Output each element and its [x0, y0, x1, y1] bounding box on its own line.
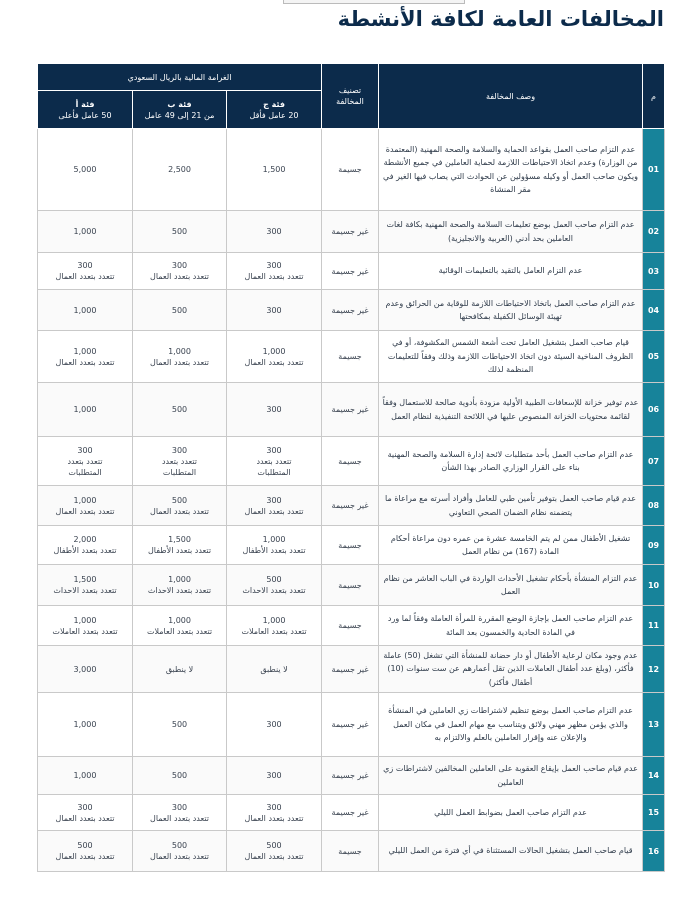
violation-classification: جسيمة: [322, 606, 379, 646]
violation-description: عدم التزام صاحب العمل باتخاذ الاحتياطات اللازمة للوقاية من الحرائق وعدم تهيئة الوسائل الكفيلة بمكافحتها: [379, 290, 643, 331]
fine-category-c: 1,000 تتعدد بتعدد العمال: [227, 331, 322, 383]
fine-category-c: 1,000 تتعدد بتعدد العاملات: [227, 606, 322, 646]
header-category-c: [227, 91, 322, 129]
fine-category-a: 1,000: [38, 383, 133, 437]
violation-description: عدم التزام صاحب العمل بقواعد الحماية والسلامة والصحة المهنية (المعتمدة من الوزارة) وعدم اتخاذ الاحتياطات اللازمة لحماية العاملين في جميع الأنشطة ويكون صاحب العمل أو وكيله مسؤولين عن الحوادث التي يصاب فيها الغير في مقر المنشاة: [379, 129, 643, 211]
page-top-tab: [283, 0, 465, 4]
violation-classification: جسيمة: [322, 437, 379, 486]
fine-category-a: 1,000 تتعدد بتعدد العاملات: [38, 606, 133, 646]
fine-category-a: 3,000: [38, 646, 133, 693]
header-category-c-subtitle: 20 عامل فأقل: [249, 110, 299, 120]
violation-description: عدم التزام المنشأة بأحكام تشغيل الأحداث الواردة في الباب العاشر من نظام العمل: [379, 565, 643, 606]
fine-category-b: 1,000 تتعدد بتعدد العمال: [133, 331, 227, 383]
fine-category-a: 1,000 تتعدد بتعدد العمال: [38, 486, 133, 526]
table-row: [38, 526, 665, 565]
violation-classification: غير جسيمة: [322, 211, 379, 253]
fine-category-c: 300 تتعدد بتعدد العمال: [227, 795, 322, 831]
violation-description: قيام صاحب العمل بتشغيل الحالات المستثناة في أي فترة من العمل الليلي: [379, 831, 643, 872]
fine-category-c: 300: [227, 290, 322, 331]
fine-category-c: 300: [227, 693, 322, 757]
fine-category-b: 300 تتعدد بتعدد العمال: [133, 253, 227, 290]
row-number: 08: [643, 486, 665, 526]
violation-description: عدم قيام صاحب العمل بتوفير تأمين طبي للعامل وأفراد أسرته مع مراعاة ما يتضمنه نظام الضمان الصحي التعاوني: [379, 486, 643, 526]
row-number: 10: [643, 565, 665, 606]
header-category-c-title: فئة ج: [263, 99, 285, 109]
violation-classification: غير جسيمة: [322, 693, 379, 757]
table-row: [38, 693, 665, 757]
row-number: 16: [643, 831, 665, 872]
table-row: [38, 646, 665, 693]
violation-description: عدم التزام صاحب العمل بوضع تعليمات السلامة والصحة المهنية بكافة لغات العاملين بحد أدني (العربية والانجليزية): [379, 211, 643, 253]
fine-category-a: 2,000 تتعدد بتعدد الأطفال: [38, 526, 133, 565]
table-row: [38, 437, 665, 486]
row-number: 14: [643, 757, 665, 795]
fine-category-c: 1,500: [227, 129, 322, 211]
fine-category-b: 1,000 تتعدد بتعدد الاحداث: [133, 565, 227, 606]
fine-category-a: 300 تتعدد بتعدد المتطلبات: [38, 437, 133, 486]
violation-classification: غير جسيمة: [322, 383, 379, 437]
table-row: [38, 795, 665, 831]
fine-category-b: 1,000 تتعدد بتعدد العاملات: [133, 606, 227, 646]
table-row: [38, 129, 665, 211]
violation-description: عدم التزام العامل بالتقيد بالتعليمات الوقائية: [379, 253, 643, 290]
fine-category-b: 500 تتعدد بتعدد العمال: [133, 486, 227, 526]
table-row: [38, 606, 665, 646]
row-number: 05: [643, 331, 665, 383]
fine-category-b: 300 تتعدد بتعدد العمال: [133, 795, 227, 831]
fine-category-a: 1,500 تتعدد بتعدد الاحداث: [38, 565, 133, 606]
table-row: [38, 757, 665, 795]
fine-category-c: 500 تتعدد بتعدد الاحداث: [227, 565, 322, 606]
header-category-b-subtitle: من 21 إلى 49 عامل: [144, 110, 215, 120]
violation-classification: غير جسيمة: [322, 795, 379, 831]
header-category-a-subtitle: 50 عامل فأعلى: [58, 110, 112, 120]
header-category-a: [38, 91, 133, 129]
fine-category-c: 300 تتعدد بتعدد العمال: [227, 253, 322, 290]
violation-description: عدم التزام صاحب العمل بإجازة الوضع المقررة للمرأة العاملة وفقاً لما ورد في المادة الحادية والخمسون بعد المائة: [379, 606, 643, 646]
violation-description: تشغيل الأطفال ممن لم يتم الخامسة عشرة من عمره دون مراعاة أحكام المادة (167) من نظام العمل: [379, 526, 643, 565]
header-fine-group: الغرامة المالية بالريال السعودي: [38, 64, 322, 91]
fine-category-c: 300: [227, 211, 322, 253]
table-row: [38, 290, 665, 331]
fine-category-b: 500 تتعدد بتعدد العمال: [133, 831, 227, 872]
violation-classification: جسيمة: [322, 526, 379, 565]
row-number: 04: [643, 290, 665, 331]
fine-category-c: لا ينطبق: [227, 646, 322, 693]
fine-category-a: 1,000: [38, 693, 133, 757]
violation-classification: غير جسيمة: [322, 253, 379, 290]
row-number: 06: [643, 383, 665, 437]
violation-classification: جسيمة: [322, 565, 379, 606]
header-category-b-title: فئة ب: [167, 99, 192, 109]
violation-classification: غير جسيمة: [322, 290, 379, 331]
header-description: وصف المخالفة: [379, 64, 643, 129]
row-number: 09: [643, 526, 665, 565]
fine-category-b: 500: [133, 757, 227, 795]
violations-table: [37, 63, 665, 872]
violation-classification: جسيمة: [322, 831, 379, 872]
violation-description: قيام صاحب العمل بتشغيل العامل تحت أشعة الشمس المكشوفة، أو في الظروف المناخية السيئة دون اتخاذ الاحتياطات اللازمة وذلك وفقاً للتعليمات المنظمة لذلك: [379, 331, 643, 383]
fine-category-a: 5,000: [38, 129, 133, 211]
row-number: 13: [643, 693, 665, 757]
fine-category-a: 1,000: [38, 290, 133, 331]
violation-description: عدم توفير خزانة للإسعافات الطبية الأولية مزودة بأدوية صالحة للاستعمال وفقاً لقائمة محتويات الخزانة المنصوص عليها في اللائحة التنفيذية لنظام العمل: [379, 383, 643, 437]
violation-description: عدم التزام صاحب العمل بأحد متطلبات لائحة إدارة السلامة والصحة المهنية بناء على القرار الوزاري الصادر بهذا الشأن: [379, 437, 643, 486]
page-title: المخالفات العامة لكافة الأنشطة: [337, 7, 664, 31]
violation-classification: جسيمة: [322, 129, 379, 211]
row-number: 12: [643, 646, 665, 693]
violation-classification: جسيمة: [322, 331, 379, 383]
fine-category-a: 1,000: [38, 211, 133, 253]
table-row: [38, 331, 665, 383]
violation-classification: غير جسيمة: [322, 646, 379, 693]
fine-category-c: 300: [227, 757, 322, 795]
fine-category-b: 1,500 تتعدد بتعدد الأطفال: [133, 526, 227, 565]
fine-category-a: 300 تتعدد بتعدد العمال: [38, 253, 133, 290]
fine-category-c: 500 تتعدد بتعدد العمال: [227, 831, 322, 872]
row-number: 15: [643, 795, 665, 831]
fine-category-b: 500: [133, 383, 227, 437]
violation-classification: غير جسيمة: [322, 757, 379, 795]
table-row: [38, 383, 665, 437]
fine-category-b: لا ينطبق: [133, 646, 227, 693]
header-classification: تصنيف المخالفة: [322, 64, 379, 129]
table-row: [38, 486, 665, 526]
fine-category-b: 2,500: [133, 129, 227, 211]
fine-category-c: 300 تتعدد بتعدد العمال: [227, 486, 322, 526]
table-row: [38, 565, 665, 606]
fine-category-b: 500: [133, 211, 227, 253]
row-number: 11: [643, 606, 665, 646]
row-number: 01: [643, 129, 665, 211]
violation-description: عدم التزام صاحب العمل بوضع تنظيم لاشتراطات زي العاملين في المنشأة والذي يؤمن مظهر مهني ولائق ويتناسب مع مهام العمل في مكان العمل والإعلان عنه وإقرار العاملين بالعلم والالتزام به: [379, 693, 643, 757]
violation-classification: غير جسيمة: [322, 486, 379, 526]
row-number: 02: [643, 211, 665, 253]
fine-category-c: 300 تتعدد بتعدد المتطلبات: [227, 437, 322, 486]
fine-category-a: 300 تتعدد بتعدد العمال: [38, 795, 133, 831]
fine-category-b: 500: [133, 693, 227, 757]
violation-description: عدم وجود مكان لرعاية الأطفال أو دار حضانة للمنشأة التي تشغل (50) عاملة فأكثر، (وبلغ عدد أطفال العاملات الذين تقل أعمارهم عن ست سنوات (10) أطفال فأكثر): [379, 646, 643, 693]
fine-category-b: 300 تتعدد بتعدد المتطلبات: [133, 437, 227, 486]
fine-category-c: 300: [227, 383, 322, 437]
fine-category-c: 1,000 تتعدد بتعدد الأطفال: [227, 526, 322, 565]
header-num: م: [643, 64, 665, 129]
fine-category-a: 1,000 تتعدد بتعدد العمال: [38, 331, 133, 383]
fine-category-b: 500: [133, 290, 227, 331]
header-category-a-title: فئة أ: [75, 99, 95, 109]
table-row: [38, 211, 665, 253]
table-row: [38, 253, 665, 290]
violation-description: عدم قيام صاحب العمل بإيقاع العقوبة على العاملين المخالفين لاشتراطات زي العاملين: [379, 757, 643, 795]
fine-category-a: 500 تتعدد بتعدد العمال: [38, 831, 133, 872]
header-category-b: [133, 91, 227, 129]
fine-category-a: 1,000: [38, 757, 133, 795]
row-number: 07: [643, 437, 665, 486]
table-row: [38, 831, 665, 872]
row-number: 03: [643, 253, 665, 290]
violation-description: عدم التزام صاحب العمل بضوابط العمل الليلي: [379, 795, 643, 831]
